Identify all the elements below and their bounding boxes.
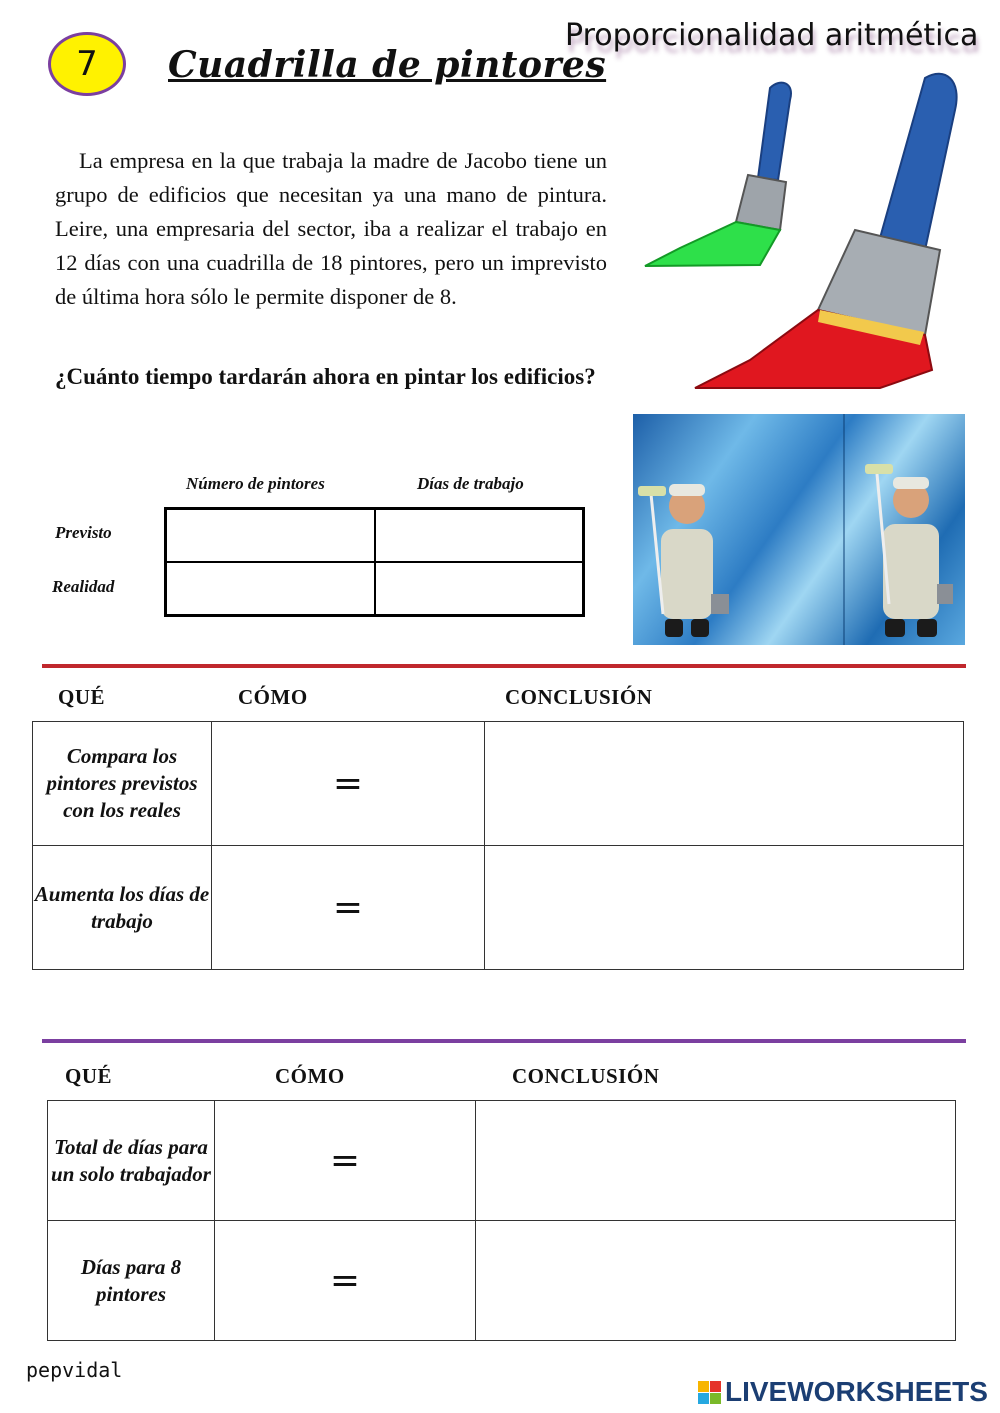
section-divider-red bbox=[42, 664, 966, 668]
actual-days-cell[interactable] bbox=[375, 562, 584, 615]
green-paintbrush-icon bbox=[645, 83, 791, 266]
section1-header-what: QUÉ bbox=[58, 685, 106, 709]
table-row bbox=[33, 722, 964, 846]
column-header-days: Días de trabajo bbox=[417, 474, 524, 493]
section2-row2-conclusion[interactable] bbox=[476, 1221, 956, 1341]
painter-figures-icon bbox=[633, 414, 965, 645]
section1-row1-conclusion[interactable] bbox=[485, 722, 964, 846]
section-divider-purple bbox=[42, 1039, 966, 1043]
row-header-planned: Previsto bbox=[55, 523, 112, 542]
section1-row2-what: Aumenta los días de trabajo bbox=[33, 846, 212, 970]
table-row bbox=[33, 846, 964, 970]
section2-row1-conclusion[interactable] bbox=[476, 1101, 956, 1221]
planned-painters-cell[interactable] bbox=[166, 509, 375, 562]
liveworksheets-brand[interactable] bbox=[698, 1376, 988, 1408]
section2-header-what: QUÉ bbox=[65, 1064, 113, 1088]
table-row bbox=[48, 1221, 956, 1341]
problem-question: ¿Cuánto tiempo tardarán ahora en pintar los edificios? bbox=[55, 364, 596, 389]
row-header-actual: Realidad bbox=[52, 577, 115, 596]
section1-row1-how[interactable]: = bbox=[212, 722, 485, 846]
actual-painters-cell[interactable] bbox=[166, 562, 375, 615]
table-row bbox=[48, 1101, 956, 1221]
exercise-number-badge bbox=[48, 32, 126, 96]
section2-row1-what: Total de días para un solo trabajador bbox=[48, 1101, 215, 1221]
section2-header-how: CÓMO bbox=[275, 1064, 345, 1088]
painters-photo bbox=[633, 414, 965, 645]
author-signature: pepvidal bbox=[26, 1358, 123, 1382]
exercise-number: 7 bbox=[76, 44, 98, 84]
brand-name: LIVEWORKSHEETS bbox=[725, 1376, 988, 1407]
section2-table bbox=[47, 1100, 956, 1341]
section1-table bbox=[32, 721, 964, 970]
problem-statement: La empresa en la que trabaja la madre de Jacobo tiene un grupo de edificios que necesitan ya una mano de pintura. Leire, una empresaria del sector, iba a realizar el trabajo en 12 días con una cuadrilla de 18 pintores, pero un imprevisto de última hora sólo le permite disponer de 8. bbox=[55, 148, 607, 309]
subject-title: Proporcionalidad aritmética bbox=[565, 18, 979, 53]
section2-row2-how[interactable]: = bbox=[215, 1221, 476, 1341]
section1-header-conclusion: CONCLUSIÓN bbox=[505, 685, 653, 709]
section1-row2-how[interactable]: = bbox=[212, 846, 485, 970]
section1-header-how: CÓMO bbox=[238, 685, 308, 709]
section2-header-conclusion: CONCLUSIÓN bbox=[512, 1064, 660, 1088]
data-table-grid bbox=[164, 507, 585, 617]
column-header-painters: Número de pintores bbox=[186, 474, 325, 493]
liveworksheets-logo-icon bbox=[698, 1381, 721, 1404]
section2-row1-how[interactable]: = bbox=[215, 1101, 476, 1221]
section1-row1-what: Compara los pintores previstos con los reales bbox=[33, 722, 212, 846]
section2-row2-what: Días para 8 pintores bbox=[48, 1221, 215, 1341]
paintbrushes-illustration bbox=[640, 70, 970, 395]
planned-days-cell[interactable] bbox=[375, 509, 584, 562]
page-title: Cuadrilla de pintores bbox=[168, 44, 607, 86]
section1-row2-conclusion[interactable] bbox=[485, 846, 964, 970]
